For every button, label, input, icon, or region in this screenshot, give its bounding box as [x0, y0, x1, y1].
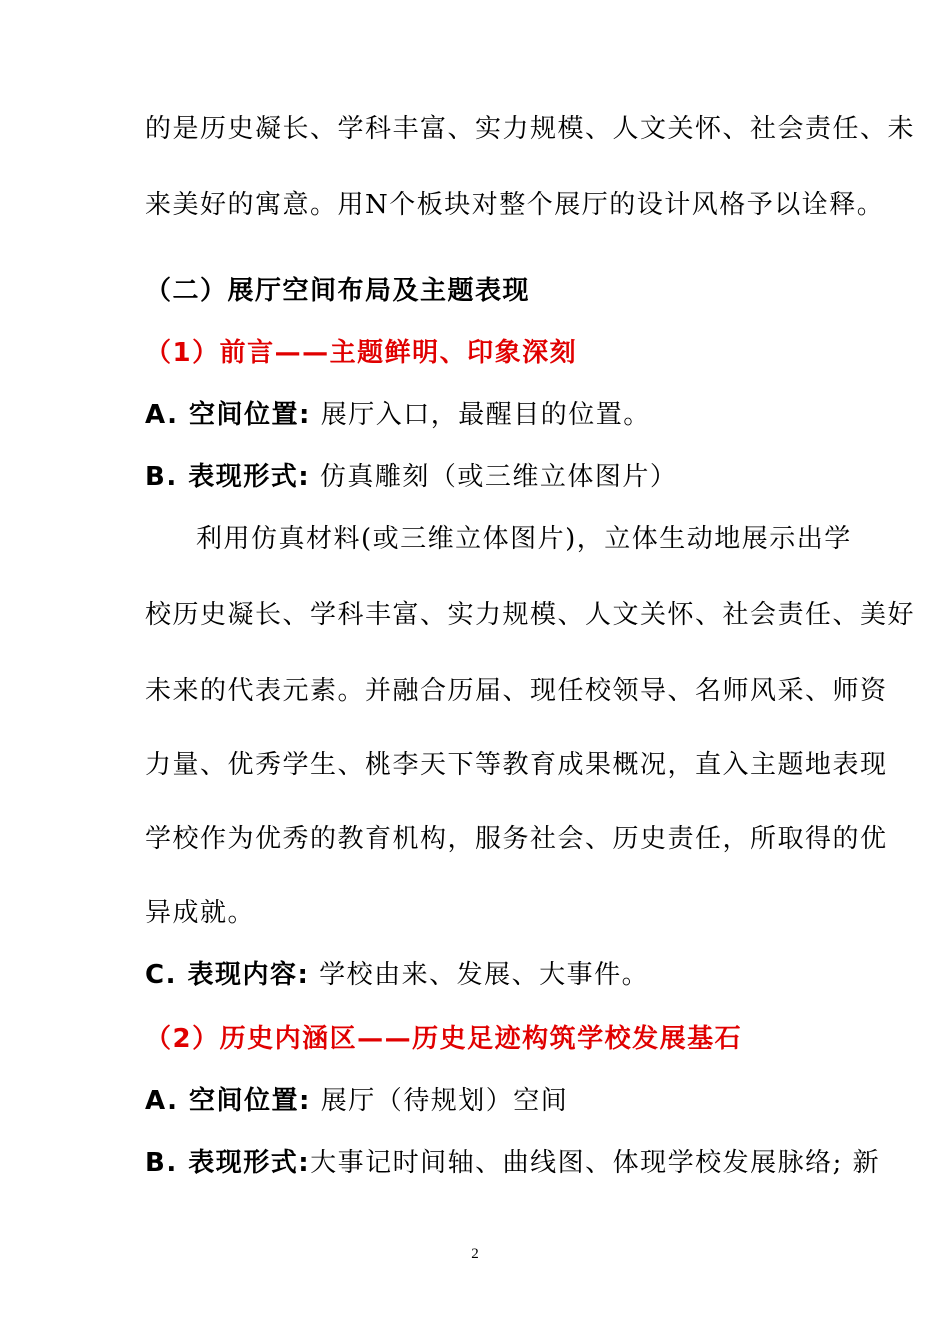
item-text: 展厅（待规划）空间	[310, 1086, 569, 1116]
part-1-heading: （1）前言——主题鲜明、印象深刻	[145, 338, 578, 368]
part-1-body-line-5: 学校作为优秀的教育机构，服务社会、历史责任，所取得的优	[145, 824, 888, 854]
part-1-body-line-2: 校历史凝长、学科丰富、实力规模、人文关怀、社会责任、美好	[145, 600, 916, 630]
part-1-body-line-1: 利用仿真材料(或三维立体图片)，立体生动地展示出学	[196, 524, 852, 554]
part-2-item-a	[145, 1084, 815, 1118]
part-1-item-b	[145, 460, 815, 494]
part-2-item-b	[145, 1146, 881, 1180]
part-1-body-line-6: 异成就。	[145, 898, 256, 928]
item-text: 展厅入口，最醒目的位置。	[310, 400, 651, 430]
section-2-heading: （二）展厅空间布局及主题表现	[145, 276, 531, 306]
intro-line-2: 来美好的寓意。用N个板块对整个展厅的设计风格予以诠释。	[145, 190, 885, 220]
item-label: A. 空间位置:	[145, 400, 311, 430]
item-label: B. 表现形式:	[145, 1148, 311, 1178]
part-2-heading: （2）历史内涵区——历史足迹构筑学校发展基石	[145, 1024, 743, 1054]
item-label: C. 表现内容:	[145, 960, 310, 990]
intro-line-1: 的是历史凝长、学科丰富、实力规模、人文关怀、社会责任、未	[145, 114, 916, 144]
part-1-body-line-3: 未来的代表元素。并融合历届、现任校领导、名师风采、师资	[145, 676, 888, 706]
item-text: 大事记时间轴、曲线图、体现学校发展脉络; 新	[310, 1148, 881, 1178]
item-text: 仿真雕刻（或三维立体图片）	[310, 462, 678, 492]
part-1-item-c	[145, 958, 815, 992]
part-1-body-line-4: 力量、优秀学生、桃李天下等教育成果概况，直入主题地表现	[145, 750, 888, 780]
item-text: 学校由来、发展、大事件。	[309, 960, 650, 990]
item-label: B. 表现形式:	[145, 462, 311, 492]
page-number: 2	[471, 1246, 479, 1262]
item-label: A. 空间位置:	[145, 1086, 311, 1116]
part-1-item-a	[145, 398, 815, 432]
